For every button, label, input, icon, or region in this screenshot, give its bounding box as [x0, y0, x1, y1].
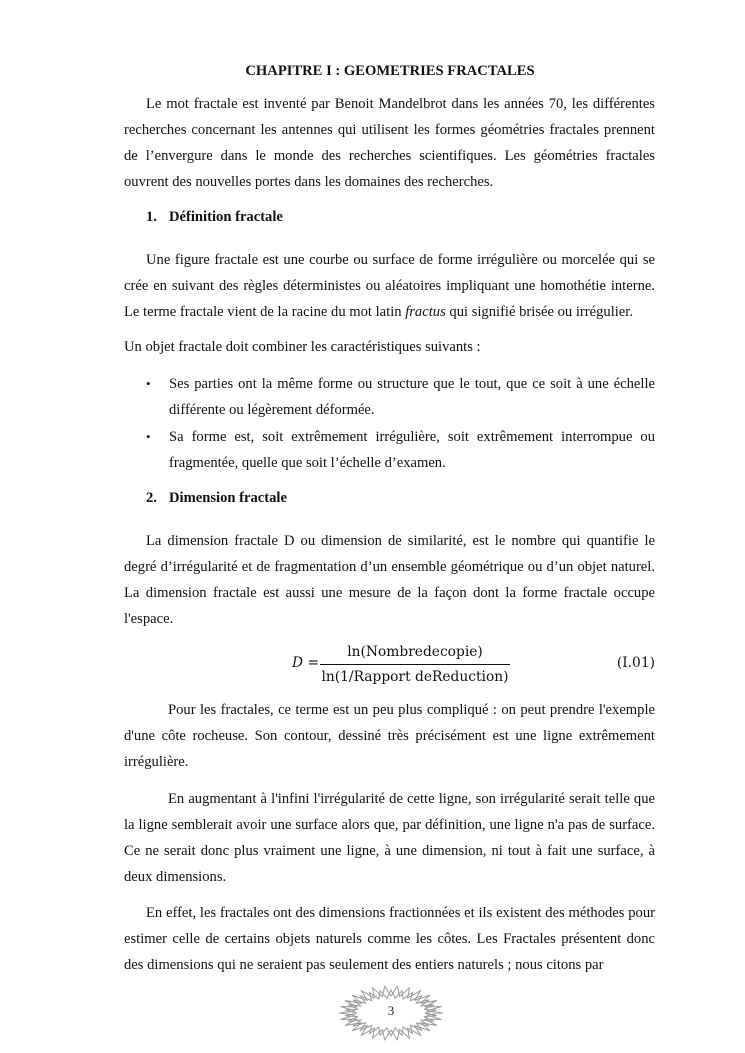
characteristics-intro: Un objet fractale doit combiner les caractéristiques suivants :	[124, 339, 481, 355]
bullet-icon: •	[146, 376, 151, 391]
section-2-number: 2.	[146, 490, 157, 506]
fraction-bar	[320, 664, 510, 665]
latin-term: fractus	[405, 304, 446, 320]
list-item	[146, 424, 655, 476]
irregularity-paragraph: En augmentant à l'infini l'irrégularité de cette ligne, son irrégularité serait telle que la ligne semblerait avoir une surface alors que, par définition, une ligne n'a pas de surface. Ce ne serait donc plus vraiment une ligne, à une dimension, ni tout à fait une surface, à deux dimensions.	[124, 791, 655, 885]
equation-fraction	[320, 642, 510, 687]
equation-numerator: ln(Nombredecopie)	[347, 644, 483, 660]
chapter-title: CHAPITRE I : GEOMETRIES FRACTALES	[245, 63, 535, 79]
equation-label: (I.01)	[616, 655, 655, 671]
definition-text-end: qui signifié brisée ou irrégulier.	[445, 304, 633, 320]
fractional-dimensions-paragraph: En effet, les fractales ont des dimensions fractionnées et ils existent des méthodes pour estimer celle de certains objets naturels comme les côtes. Les Fractales présentent donc des dimensions qui ne seraient pas seulement des entiers naturels ; nous citons par	[124, 905, 655, 973]
bullet-icon: •	[146, 429, 151, 444]
list-item	[146, 371, 655, 423]
equation-lhs: D =	[292, 655, 320, 671]
section-1-title: Définition fractale	[169, 209, 283, 225]
intro-paragraph: Le mot fractale est inventé par Benoit Mandelbrot dans les années 70, les différentes recherches concernant les antennes qui utilisent les formes géométries fractales prennent de l’envergure dans le monde des recherches scientifiques. Les géométries fractales ouvrent des nouvelles portes dans les domaines des recherches.	[124, 96, 655, 190]
fractal-dimension-equation	[124, 640, 655, 688]
list-item-text: Ses parties ont la même forme ou structure que le tout, que ce soit à une échelle différente ou légèrement déformée.	[169, 376, 655, 418]
definition-paragraph	[124, 247, 655, 325]
definition-text-start: Une figure fractale est une courbe ou surface de forme irrégulière ou morcelée qui se crée en suivant des règles déterministes ou aléatoires impliquant une homothétie interne. Le terme fractale vient de la racine du mot latin	[124, 252, 655, 320]
coast-example-paragraph: Pour les fractales, ce terme est un peu plus compliqué : on peut prendre l'exemple d'une côte rocheuse. Son contour, dessiné très précisément est une ligne extrêmement irrégulière.	[124, 702, 655, 770]
page-number-badge	[338, 985, 444, 1041]
section-1-heading	[146, 207, 283, 227]
dimension-paragraph: La dimension fractale D ou dimension de similarité, est le nombre qui quantifie le degré d’irrégularité et de fragmentation d’un ensemble géométrique ou d’un objet naturel. La dimension fractale est aussi une mesure de la façon dont la forme fractale occupe l'espace.	[124, 533, 655, 627]
section-2-title: Dimension fractale	[169, 490, 287, 506]
section-2-heading	[146, 488, 287, 508]
list-item-text: Sa forme est, soit extrêmement irrégulière, soit extrêmement interrompue ou fragmentée, quelle que soit l’échelle d’examen.	[169, 429, 655, 471]
equation-denominator: ln(1/Rapport deReduction)	[321, 669, 509, 685]
section-1-number: 1.	[146, 209, 157, 225]
page-number: 3	[387, 1003, 395, 1018]
